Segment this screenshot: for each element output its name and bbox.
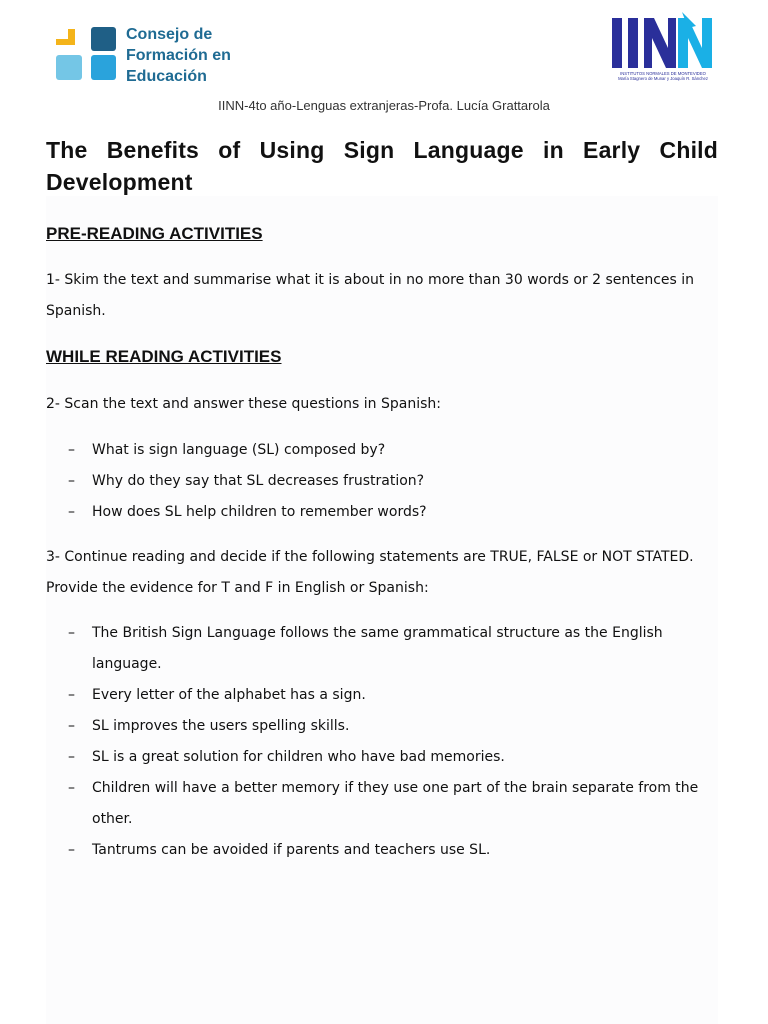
iinn-logo-subtext bbox=[610, 71, 716, 81]
list-item bbox=[68, 680, 728, 711]
list-marker: – bbox=[68, 473, 75, 489]
task-2-text: 2- Scan the text and answer these questions in Spanish: bbox=[46, 396, 441, 412]
statement-list bbox=[68, 618, 728, 866]
statement-text: Every letter of the alphabet has a sign. bbox=[92, 687, 366, 703]
cfe-logo-line: Educación bbox=[126, 68, 207, 85]
iinn-sub-line: INSTITUTOS NORMALES DE MONTEVIDEO bbox=[620, 71, 706, 76]
list-item bbox=[68, 742, 728, 773]
while-reading-heading: WHILE READING ACTIVITIES bbox=[46, 347, 282, 366]
list-item bbox=[68, 835, 728, 866]
statement-text: Children will have a better memory if they use one part of the brain separate from the other. bbox=[92, 780, 699, 827]
list-marker: – bbox=[68, 625, 75, 641]
list-marker: – bbox=[68, 780, 75, 796]
question-text: How does SL help children to remember words? bbox=[92, 504, 427, 520]
task-1-text: 1- Skim the text and summarise what it is about in no more than 30 words or 2 sentences in Spanish. bbox=[46, 272, 695, 319]
iinn-sub-line: María Stagnero de Munar y Joaquín R. Sánchez bbox=[618, 76, 708, 81]
list-item bbox=[68, 466, 728, 497]
list-item bbox=[68, 773, 728, 835]
task-3-text: 3- Continue reading and decide if the following statements are TRUE, FALSE or NOT STATED. Provide the evidence for T and F in English or Spanish: bbox=[46, 549, 694, 596]
cfe-logo-text bbox=[126, 24, 231, 87]
list-marker: – bbox=[68, 504, 75, 520]
statement-text: SL improves the users spelling skills. bbox=[92, 718, 350, 734]
cfe-logo-icon bbox=[56, 27, 120, 81]
list-marker: – bbox=[68, 842, 75, 858]
list-item bbox=[68, 497, 728, 528]
list-item bbox=[68, 435, 728, 466]
list-item bbox=[68, 711, 728, 742]
statement-text: Tantrums can be avoided if parents and teachers use SL. bbox=[92, 842, 491, 858]
question-text: What is sign language (SL) composed by? bbox=[92, 442, 386, 458]
list-item bbox=[68, 618, 728, 680]
document-subtitle: IINN-4to año-Lenguas extranjeras-Profa. Lucía Grattarola bbox=[218, 98, 550, 113]
list-marker: – bbox=[68, 442, 75, 458]
list-marker: – bbox=[68, 687, 75, 703]
statement-text: The British Sign Language follows the same grammatical structure as the English language. bbox=[92, 625, 663, 672]
statement-text: SL is a great solution for children who have bad memories. bbox=[92, 749, 505, 765]
document-title: The Benefits of Using Sign Language in Early Child Development bbox=[46, 137, 718, 195]
cfe-logo-line: Consejo de bbox=[126, 26, 213, 43]
question-text: Why do they say that SL decreases frustration? bbox=[92, 473, 425, 489]
pre-reading-heading: PRE-READING ACTIVITIES bbox=[46, 224, 263, 243]
list-marker: – bbox=[68, 718, 75, 734]
list-marker: – bbox=[68, 749, 75, 765]
question-list bbox=[68, 435, 728, 528]
cfe-logo-line: Formación en bbox=[126, 47, 231, 64]
